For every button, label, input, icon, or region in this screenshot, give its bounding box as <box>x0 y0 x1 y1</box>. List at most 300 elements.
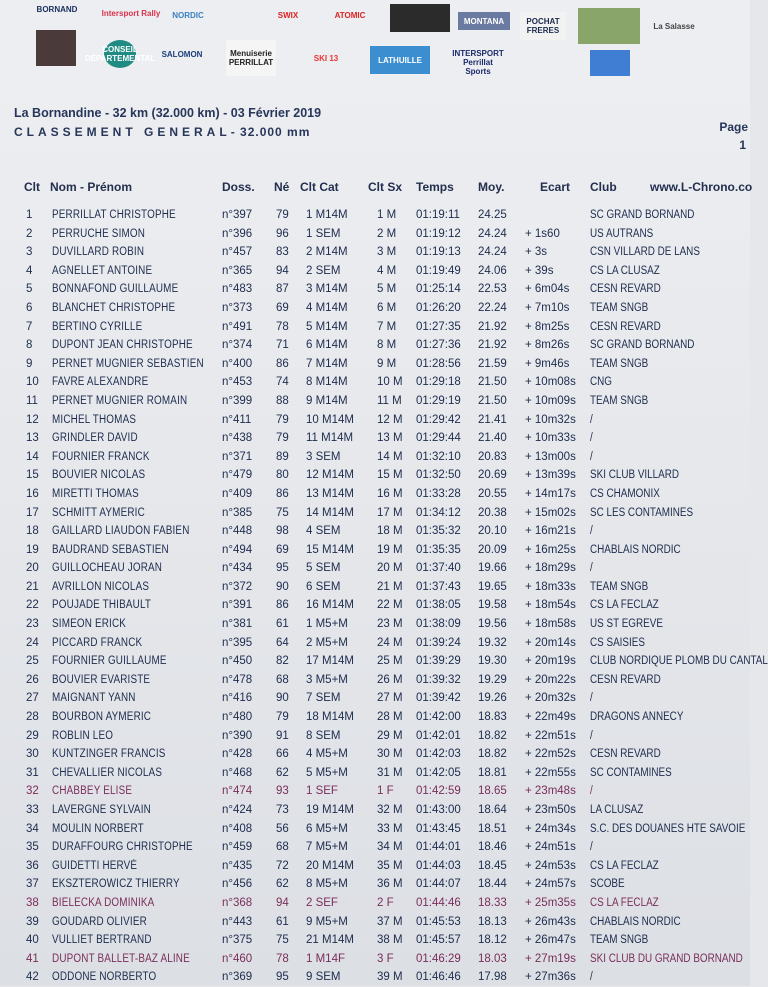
cell-clt: 31 <box>26 766 39 779</box>
cell-clt: 4 <box>26 264 33 277</box>
cell-ecart: + 10m09s <box>525 394 576 407</box>
cell-moy: 20.10 <box>478 525 507 538</box>
cell-name: GAILLARD LIAUDON FABIEN <box>52 525 190 538</box>
cell-sx: 31 M <box>377 766 403 779</box>
cell-doss: n°480 <box>222 711 253 724</box>
cell-doss: n°391 <box>222 599 253 612</box>
table-row <box>0 225 760 244</box>
cell-name: MICHEL THOMAS <box>52 413 137 426</box>
cell-name: KUNTZINGER FRANCIS <box>52 748 166 761</box>
cell-clt: 14 <box>26 450 39 463</box>
cell-name: LAVERGNE SYLVAIN <box>52 804 151 816</box>
cell-moy: 18.44 <box>478 878 507 891</box>
cell-name: DUPONT JEAN CHRISTOPHE <box>52 339 193 352</box>
cell-club: CHABLAIS NORDIC <box>590 915 681 928</box>
table-row <box>0 596 760 615</box>
cell-cat: 3 M14M <box>306 283 348 296</box>
cell-doss: n°434 <box>222 562 253 575</box>
cell-doss: n°372 <box>222 580 253 593</box>
cell-sx: 16 M <box>377 487 403 500</box>
cell-moy: 21.92 <box>478 339 507 352</box>
cell-doss: n°374 <box>222 339 253 352</box>
cell-cat: 7 M5+M <box>306 841 348 854</box>
cell-cat: 18 M14M <box>306 711 354 724</box>
cell-cat: 6 M5+M <box>306 822 348 835</box>
cell-moy: 24.24 <box>478 246 507 259</box>
cell-moy: 18.65 <box>478 785 507 798</box>
cell-sx: 13 M <box>377 432 403 445</box>
cell-sx: 15 M <box>377 469 403 482</box>
cell-ne: 69 <box>276 301 289 314</box>
table-row <box>0 504 760 523</box>
cell-cat: 4 M5+M <box>306 748 348 761</box>
cell-clt: 33 <box>26 804 39 816</box>
cell-temps: 01:37:43 <box>416 580 461 593</box>
cell-clt: 36 <box>26 859 39 872</box>
cell-sx: 39 M <box>377 971 403 984</box>
cell-moy: 18.33 <box>478 896 507 909</box>
sponsor-logo <box>590 50 630 76</box>
cell-name: FAVRE ALEXANDRE <box>52 376 149 389</box>
cell-temps: 01:42:01 <box>416 729 461 742</box>
sponsor-logo <box>268 8 308 22</box>
cell-temps: 01:39:29 <box>416 655 461 668</box>
cell-name: AGNELLET ANTOINE <box>52 264 153 277</box>
sponsor-logo <box>162 46 202 62</box>
cell-name: DUPONT BALLET-BAZ ALINE <box>52 952 190 965</box>
cell-doss: n°457 <box>222 246 253 259</box>
cell-temps: 01:44:46 <box>416 896 461 909</box>
sponsor-logo-text: BORNAND <box>36 4 78 14</box>
sponsor-logo <box>22 2 92 16</box>
sponsor-logo <box>84 40 156 68</box>
cell-temps: 01:37:40 <box>416 562 461 575</box>
cell-moy: 17.98 <box>478 971 507 984</box>
cell-club: CS LA FECLAZ <box>590 599 659 612</box>
cell-club: TEAM SNGB <box>590 580 649 593</box>
cell-clt: 23 <box>26 618 39 631</box>
cell-moy: 24.06 <box>478 264 507 277</box>
cell-sx: 25 M <box>377 655 403 668</box>
cell-ne: 75 <box>276 934 289 947</box>
cell-moy: 24.25 <box>478 209 507 221</box>
cell-club: CS SAISIES <box>590 636 645 649</box>
cell-cat: 17 M14M <box>306 655 354 668</box>
cell-cat: 21 M14M <box>306 934 354 947</box>
cell-name: FOURNIER FRANCK <box>52 450 150 463</box>
cell-name: BOUVIER EVARISTE <box>52 673 151 686</box>
cell-clt: 15 <box>26 469 39 482</box>
cell-temps: 01:28:56 <box>416 357 461 370</box>
cell-ne: 75 <box>276 506 289 519</box>
cell-sx: 5 M <box>377 283 397 296</box>
sponsor-logo-text: SWIX <box>277 10 299 20</box>
cell-ne: 79 <box>276 413 289 426</box>
cell-clt: 30 <box>26 748 39 761</box>
cell-clt: 42 <box>26 971 39 984</box>
table-row <box>0 429 760 448</box>
cell-clt: 27 <box>26 692 39 705</box>
sponsor-logo-text: CONSEIL DEPARTEMENTAL <box>84 45 156 63</box>
cell-sx: 30 M <box>377 748 403 761</box>
cell-sx: 18 M <box>377 525 403 538</box>
cell-name: BIELECKA DOMINIKA <box>52 896 155 909</box>
cell-ne: 68 <box>276 841 289 854</box>
cell-moy: 19.56 <box>478 618 507 631</box>
results-table <box>0 170 768 987</box>
sponsor-logo-text: ATOMIC <box>334 10 366 20</box>
table-row <box>0 820 760 839</box>
cell-club: TEAM SNGB <box>590 934 649 947</box>
cell-temps: 01:19:11 <box>416 209 460 221</box>
cell-ne: 79 <box>276 711 289 724</box>
cell-sx: 32 M <box>377 804 403 816</box>
cell-ne: 89 <box>276 450 289 463</box>
cell-sx: 3 F <box>377 952 394 965</box>
cell-doss: n°438 <box>222 432 253 445</box>
cell-ne: 90 <box>276 580 289 593</box>
cell-doss: n°416 <box>222 692 253 705</box>
cell-ecart: + 22m52s <box>525 748 576 761</box>
col-web: www.L-Chrono.co <box>650 180 753 194</box>
cell-temps: 01:26:20 <box>416 301 461 314</box>
cell-sx: 4 M <box>377 264 397 277</box>
cell-ne: 62 <box>276 878 289 891</box>
table-row <box>0 466 760 485</box>
cell-clt: 20 <box>26 562 39 575</box>
col-moy: Moy. <box>478 180 505 194</box>
table-row <box>0 373 760 392</box>
cell-ecart: + 22m49s <box>525 711 576 724</box>
cell-moy: 21.41 <box>478 413 507 426</box>
cell-cat: 19 M14M <box>306 804 354 816</box>
cell-cat: 9 SEM <box>306 971 341 984</box>
cell-clt: 24 <box>26 636 39 649</box>
cell-temps: 01:44:03 <box>416 859 461 872</box>
cell-cat: 1 M5+M <box>306 618 348 631</box>
cell-moy: 20.38 <box>478 506 507 519</box>
cell-ecart: + 1s60 <box>525 227 560 240</box>
cell-clt: 1 <box>26 209 33 221</box>
cell-club: / <box>590 841 593 854</box>
cell-ne: 62 <box>276 766 289 779</box>
sponsor-logo <box>648 14 700 38</box>
cell-clt: 9 <box>26 357 33 370</box>
cell-doss: n°400 <box>222 357 253 370</box>
cell-club: SKI CLUB DU GRAND BORNAND <box>590 952 743 965</box>
cell-cat: 2 M14M <box>306 246 348 259</box>
sponsor-logo <box>390 4 450 32</box>
cell-ecart: + 22m51s <box>525 729 576 742</box>
cell-temps: 01:27:35 <box>416 320 461 333</box>
cell-doss: n°460 <box>222 952 253 965</box>
cell-doss: n°483 <box>222 283 253 296</box>
cell-ecart: + 27m36s <box>525 971 576 984</box>
cell-sx: 36 M <box>377 878 403 891</box>
cell-moy: 19.30 <box>478 655 507 668</box>
cell-ne: 78 <box>276 320 289 333</box>
cell-moy: 19.29 <box>478 673 507 686</box>
table-row <box>0 857 760 876</box>
cell-ecart: + 8m25s <box>525 320 570 333</box>
sponsor-logo-text: NORDIC <box>172 10 204 20</box>
cell-ne: 71 <box>276 339 289 352</box>
cell-ecart: + 15m02s <box>525 506 576 519</box>
table-row <box>0 875 760 894</box>
cell-ecart: + 23m50s <box>525 804 576 816</box>
cell-ne: 93 <box>276 785 289 798</box>
cell-temps: 01:46:29 <box>416 952 461 965</box>
cell-sx: 2 F <box>377 896 394 909</box>
cell-club: TEAM SNGB <box>590 301 649 314</box>
cell-clt: 7 <box>26 320 33 333</box>
cell-moy: 21.50 <box>478 376 507 389</box>
cell-temps: 01:29:42 <box>416 413 461 426</box>
cell-name: EKSZTEROWICZ THIERRY <box>52 878 180 891</box>
cell-doss: n°435 <box>222 859 253 872</box>
cell-cat: 8 SEM <box>306 729 341 742</box>
cell-ne: 95 <box>276 562 289 575</box>
cell-sx: 24 M <box>377 636 403 649</box>
sponsor-logo-text: POCHAT FRERES <box>526 17 560 35</box>
cell-name: BONNAFOND GUILLAUME <box>52 283 179 296</box>
cell-clt: 22 <box>26 599 39 612</box>
cell-ecart: + 10m32s <box>525 413 576 426</box>
cell-sx: 17 M <box>377 506 403 519</box>
cell-moy: 24.24 <box>478 227 507 240</box>
table-row <box>0 801 760 820</box>
cell-sx: 22 M <box>377 599 403 612</box>
cell-clt: 2 <box>26 227 33 240</box>
cell-temps: 01:19:49 <box>416 264 461 277</box>
cell-ecart: + 6m04s <box>525 283 570 296</box>
cell-club: CS LA CLUSAZ <box>590 264 660 277</box>
cell-temps: 01:38:05 <box>416 599 461 612</box>
cell-sx: 3 M <box>377 246 397 259</box>
cell-doss: n°395 <box>222 636 253 649</box>
cell-ne: 73 <box>276 804 289 816</box>
cell-cat: 11 M14M <box>306 432 354 445</box>
cell-clt: 41 <box>26 952 39 965</box>
table-row <box>0 299 760 318</box>
table-row <box>0 708 760 727</box>
cell-doss: n°397 <box>222 209 253 221</box>
table-row <box>0 522 760 541</box>
cell-sx: 27 M <box>377 692 403 705</box>
cell-sx: 38 M <box>377 934 403 947</box>
cell-cat: 9 M14M <box>306 394 348 407</box>
cell-name: CHABBEY ELISE <box>52 785 133 798</box>
cell-doss: n°381 <box>222 618 253 631</box>
cell-ne: 90 <box>276 692 289 705</box>
table-row <box>0 411 760 430</box>
table-row <box>0 318 760 337</box>
cell-doss: n°408 <box>222 822 253 835</box>
cell-cat: 7 SEM <box>306 692 341 705</box>
cell-name: GUIDETTI HERVÉ <box>52 859 138 872</box>
cell-name: BERTINO CYRILLE <box>52 320 143 333</box>
cell-ecart: + 20m14s <box>525 636 576 649</box>
cell-ne: 98 <box>276 525 289 538</box>
cell-moy: 18.83 <box>478 711 507 724</box>
cell-sx: 6 M <box>377 301 397 314</box>
cell-moy: 20.83 <box>478 450 507 463</box>
cell-cat: 3 SEM <box>306 450 341 463</box>
cell-doss: n°453 <box>222 376 253 389</box>
cell-sx: 7 M <box>377 320 397 333</box>
cell-moy: 19.32 <box>478 636 507 649</box>
cell-cat: 12 M14M <box>306 469 354 482</box>
table-row <box>0 485 760 504</box>
cell-club: S.C. DES DOUANES HTE SAVOIE <box>590 822 746 835</box>
cell-doss: n°396 <box>222 227 253 240</box>
cell-cat: 15 M14M <box>306 543 354 556</box>
cell-cat: 4 SEM <box>306 525 341 538</box>
cell-ecart: + 24m57s <box>525 878 576 891</box>
table-row <box>0 950 760 969</box>
sponsor-logo <box>370 46 430 74</box>
cell-club: TEAM SNGB <box>590 357 649 370</box>
table-header <box>0 170 760 206</box>
table-row <box>0 931 760 950</box>
cell-clt: 16 <box>26 487 39 500</box>
cell-doss: n°448 <box>222 525 253 538</box>
table-row <box>0 262 760 281</box>
cell-moy: 22.24 <box>478 301 507 314</box>
cell-cat: 2 SEM <box>306 264 341 277</box>
cell-sx: 26 M <box>377 673 403 686</box>
cell-sx: 1 F <box>377 785 394 798</box>
sponsor-logo <box>520 48 570 74</box>
table-row <box>0 745 760 764</box>
table-row <box>0 764 760 783</box>
cell-temps: 01:43:00 <box>416 804 461 816</box>
cell-ecart: + 18m58s <box>525 618 576 631</box>
cell-temps: 01:42:03 <box>416 748 461 761</box>
cell-cat: 16 M14M <box>306 599 354 612</box>
cell-name: GUILLOCHEAU JORAN <box>52 562 163 575</box>
cell-doss: n°409 <box>222 487 253 500</box>
cell-sx: 10 M <box>377 376 403 389</box>
cell-doss: n°373 <box>222 301 253 314</box>
cell-temps: 01:34:12 <box>416 506 461 519</box>
cell-temps: 01:32:50 <box>416 469 461 482</box>
cell-name: DURAFFOURG CHRISTOPHE <box>52 841 193 854</box>
sponsor-logo <box>226 40 276 76</box>
cell-club: DRAGONS ANNECY <box>590 711 684 724</box>
cell-doss: n°479 <box>222 469 253 482</box>
cell-cat: 6 M14M <box>306 339 348 352</box>
cell-doss: n°369 <box>222 971 253 984</box>
cell-club: LA CLUSAZ <box>590 804 644 816</box>
cell-doss: n°456 <box>222 878 253 891</box>
cell-name: ROBLIN LEO <box>52 729 114 742</box>
cell-doss: n°390 <box>222 729 253 742</box>
cell-ne: 82 <box>276 655 289 668</box>
cell-clt: 21 <box>26 580 39 593</box>
cell-name: BLANCHET CHRISTOPHE <box>52 301 176 314</box>
sponsor-logo <box>450 50 506 74</box>
cell-doss: n°399 <box>222 394 253 407</box>
cell-cat: 1 SEF <box>306 785 338 798</box>
cell-name: PICCARD FRANCK <box>52 636 143 649</box>
cell-ecart: + 23m48s <box>525 785 576 798</box>
cell-clt: 12 <box>26 413 39 426</box>
cell-club: US ST EGREVE <box>590 618 663 631</box>
cell-ecart: + 26m47s <box>525 934 576 947</box>
cell-ne: 86 <box>276 487 289 500</box>
cell-club: CLUB NORDIQUE PLOMB DU CANTAL <box>590 655 768 668</box>
cell-clt: 18 <box>26 525 39 538</box>
cell-ne: 86 <box>276 357 289 370</box>
cell-temps: 01:33:28 <box>416 487 461 500</box>
table-row <box>0 634 760 653</box>
cell-ecart: + 9m46s <box>525 357 570 370</box>
cell-ecart: + 10m33s <box>525 432 576 445</box>
cell-moy: 22.53 <box>478 283 507 296</box>
sponsor-logo <box>168 4 208 26</box>
cell-ecart: + 16m25s <box>525 543 576 556</box>
table-row <box>0 782 760 801</box>
cell-club: / <box>590 692 593 705</box>
cell-doss: n°365 <box>222 264 253 277</box>
cell-sx: 35 M <box>377 859 403 872</box>
cell-sx: 34 M <box>377 841 403 854</box>
cell-moy: 18.13 <box>478 915 507 928</box>
cell-temps: 01:29:18 <box>416 376 461 389</box>
cell-temps: 01:39:32 <box>416 673 461 686</box>
cell-clt: 37 <box>26 878 39 891</box>
cell-moy: 18.82 <box>478 748 507 761</box>
cell-ne: 94 <box>276 896 289 909</box>
cell-name: BAUDRAND SEBASTIEN <box>52 543 169 556</box>
cell-cat: 14 M14M <box>306 506 354 519</box>
cell-cat: 4 M14M <box>306 301 348 314</box>
cell-doss: n°385 <box>222 506 253 519</box>
cell-sx: 2 M <box>377 227 397 240</box>
cell-clt: 13 <box>26 432 39 445</box>
cell-ne: 86 <box>276 599 289 612</box>
cell-doss: n°411 <box>222 413 252 426</box>
cell-temps: 01:25:14 <box>416 283 461 296</box>
sponsor-logo-text: SALOMON <box>161 49 203 59</box>
cell-club: CS LA FECLAZ <box>590 896 659 909</box>
cell-name: CHEVALLIER NICOLAS <box>52 766 163 779</box>
cell-club: CS LA FECLAZ <box>590 859 659 872</box>
cell-club: / <box>590 729 593 742</box>
classement-title <box>14 125 321 139</box>
cell-club: / <box>590 971 593 984</box>
table-row <box>0 913 760 932</box>
cell-moy: 21.59 <box>478 357 507 370</box>
cell-cat: 5 SEM <box>306 562 341 575</box>
cell-cat: 10 M14M <box>306 413 354 426</box>
cell-club: CSN VILLARD DE LANS <box>590 246 700 259</box>
cell-name: ODDONE NORBERTO <box>52 971 157 984</box>
cell-temps: 01:38:09 <box>416 618 461 631</box>
cell-name: GOUDARD OLIVIER <box>52 915 147 928</box>
sponsor-logo-text: MONTANA <box>463 16 505 26</box>
cell-sx: 20 M <box>377 562 403 575</box>
cell-ecart: + 20m22s <box>525 673 576 686</box>
cell-cat: 13 M14M <box>306 487 354 500</box>
cell-temps: 01:44:01 <box>416 841 461 854</box>
cell-temps: 01:29:19 <box>416 394 461 407</box>
cell-club: CNG <box>590 376 612 389</box>
cell-clt: 29 <box>26 729 39 742</box>
col-sx: Clt Sx <box>368 180 403 194</box>
cell-moy: 20.69 <box>478 469 507 482</box>
